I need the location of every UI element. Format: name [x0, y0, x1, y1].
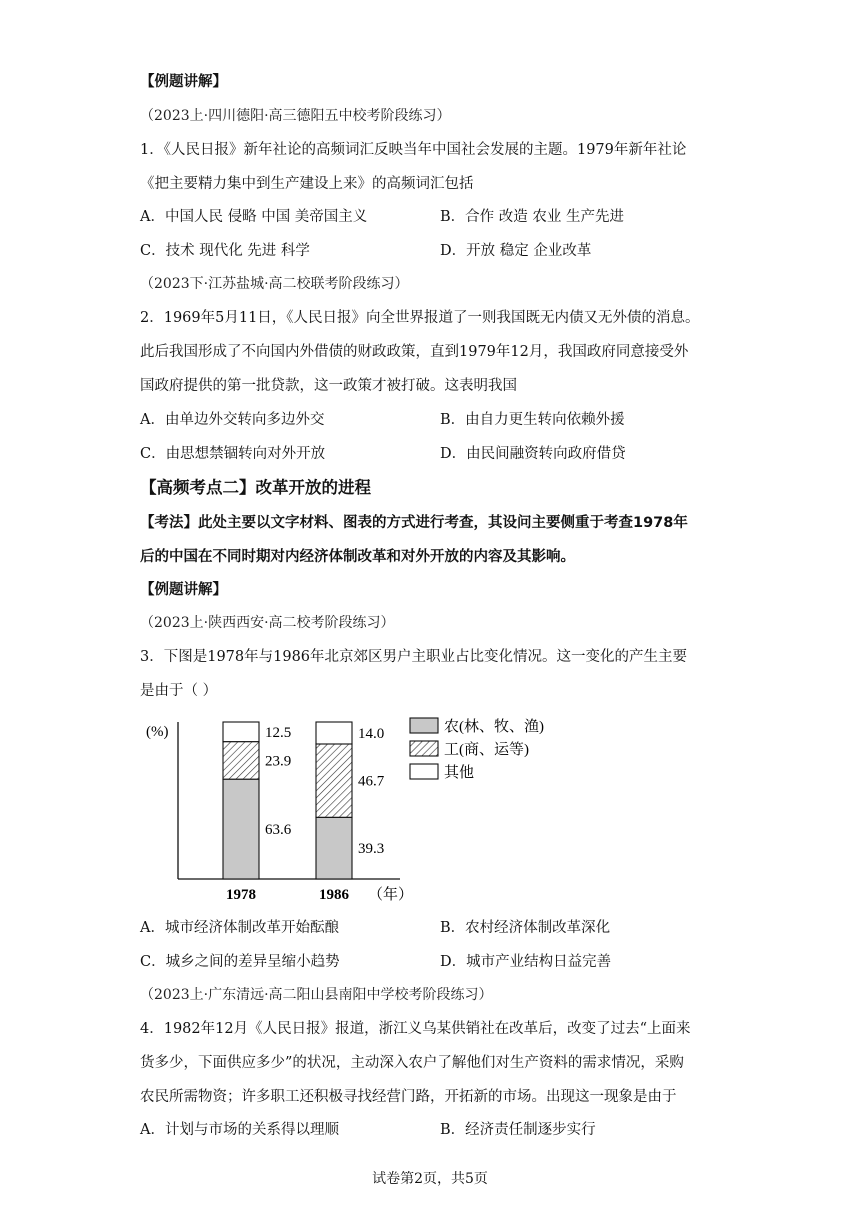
- question-text: 国政府提供的第一批贷款，这一政策才被打破。这表明我国: [140, 378, 517, 394]
- question-text: 4．1982年12月《人民日报》报道，浙江义乌某供销社在改革后，改变了过去“上面来: [140, 1021, 691, 1037]
- bar-segment: [316, 817, 352, 879]
- question-text: 此后我国形成了不向国内外借债的财政政策，直到1979年12月，我国政府同意接受外: [140, 344, 689, 360]
- option-a: A．计划与市场的关系得以理顺: [140, 1122, 339, 1138]
- legend-label: 工(商、运等): [444, 742, 529, 758]
- option-d: D．城市产业结构日益完善: [440, 954, 612, 970]
- data-label: 23.9: [265, 753, 292, 770]
- option-d: D．由民间融资转向政府借贷: [440, 446, 626, 462]
- option-a: A．城市经济体制改革开始酝酿: [140, 920, 339, 936]
- question-source: （2023上·广东清远·高二阳山县南阳中学校考阶段练习）: [140, 987, 493, 1003]
- option-c: C．技术 现代化 先进 科学: [140, 243, 310, 259]
- question-text: 是由于（ ）: [140, 683, 218, 699]
- page-footer: 试卷第2页，共5页: [372, 1171, 488, 1187]
- question-source: （2023上·陕西西安·高二校考阶段练习）: [140, 615, 395, 631]
- occupation-chart: [140, 712, 600, 902]
- question-source: （2023下·江苏盐城·高二校联考阶段练习）: [140, 276, 409, 292]
- bar-segment: [316, 722, 352, 744]
- x-axis-label: （年）: [368, 887, 414, 902]
- question-text: 《把主要精力集中到生产建设上来》的高频词汇包括: [140, 176, 474, 192]
- option-b: B．合作 改造 农业 生产先进: [440, 209, 624, 225]
- legend-swatch: [410, 718, 438, 733]
- bar-segment: [223, 742, 259, 780]
- data-label: 39.3: [358, 841, 385, 858]
- exam-method: 【考法】此处主要以文字材料、图表的方式进行考查，其设问主要侧重于考查1978年: [140, 515, 688, 531]
- x-tick-label: 1986: [319, 887, 349, 902]
- section-title: 【高频考点二】改革开放的进程: [140, 478, 371, 497]
- y-axis-label: (%): [146, 724, 169, 740]
- section-heading: 【例题讲解】: [140, 74, 227, 90]
- bar-segment: [316, 744, 352, 817]
- option-b: B．农村经济体制改革深化: [440, 920, 611, 936]
- question-text: 货多少，下面供应多少”的状况，主动深入农户了解他们对生产资料的需求情况，采购: [140, 1055, 684, 1071]
- option-c: C．由思想禁锢转向对外开放: [140, 446, 326, 462]
- legend-swatch: [410, 764, 438, 779]
- section-heading: 【例题讲解】: [140, 582, 227, 598]
- question-text: 1．《人民日报》新年社论的高频词汇反映当年中国社会发展的主题。1979年新年社论: [140, 142, 687, 158]
- bar-segment: [223, 779, 259, 879]
- question-source: （2023上·四川德阳·高三德阳五中校考阶段练习）: [140, 108, 451, 124]
- data-label: 14.0: [358, 725, 385, 742]
- option-a: A．由单边外交转向多边外交: [140, 412, 325, 428]
- question-text: 3．下图是1978年与1986年北京郊区男户主职业占比变化情况。这一变化的产生主要: [140, 649, 688, 665]
- option-a: A．中国人民 侵略 中国 美帝国主义: [140, 209, 368, 225]
- x-tick-label: 1978: [226, 887, 256, 902]
- data-label: 46.7: [358, 773, 385, 790]
- legend-label: 农(林、牧、渔): [444, 719, 544, 735]
- data-label: 63.6: [265, 822, 292, 839]
- option-d: D．开放 稳定 企业改革: [440, 243, 592, 259]
- option-b: B．由自力更生转向依赖外援: [440, 412, 625, 428]
- option-b: B．经济责任制逐步实行: [440, 1122, 596, 1138]
- bar-segment: [223, 722, 259, 742]
- legend-label: 其他: [444, 765, 475, 781]
- exam-method: 后的中国在不同时期对内经济体制改革和对外开放的内容及其影响。: [140, 549, 575, 565]
- data-label: 12.5: [265, 724, 292, 741]
- legend-swatch: [410, 741, 438, 756]
- question-text: 农民所需物资；许多职工还积极寻找经营门路，开拓新的市场。出现这一现象是由于: [140, 1089, 677, 1105]
- question-text: 2．1969年5月11日，《人民日报》向全世界报道了一则我国既无内债又无外债的消息。: [140, 310, 700, 326]
- option-c: C．城乡之间的差异呈缩小趋势: [140, 954, 340, 970]
